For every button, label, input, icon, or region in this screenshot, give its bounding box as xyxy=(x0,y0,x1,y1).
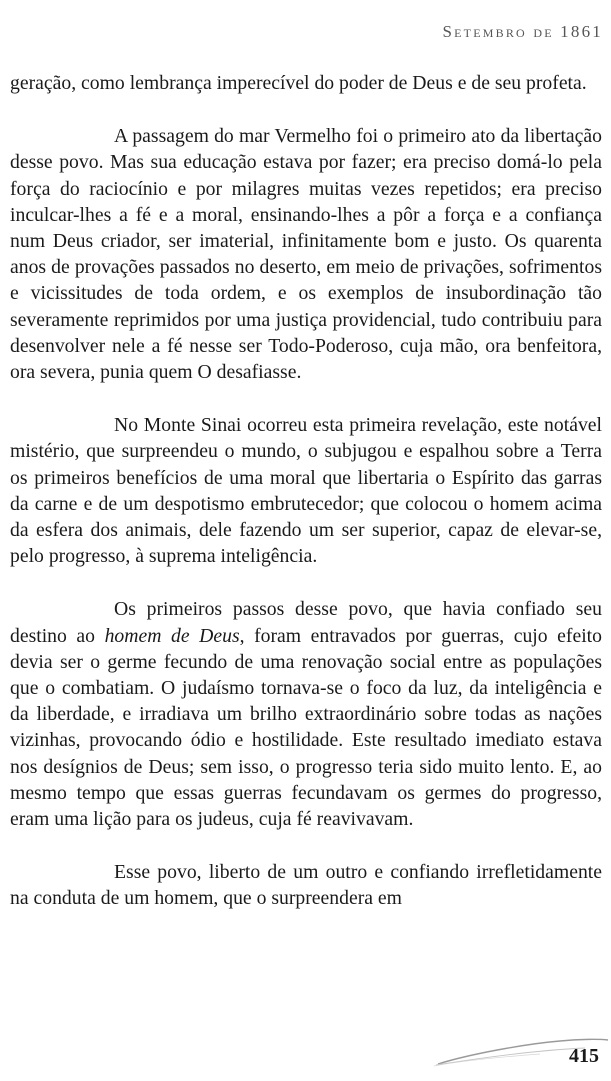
paragraph-2: A passagem do mar Vermelho foi o primeiro ato da libertação desse povo. Mas sua educação estava por fazer; era preciso domá-lo pela força do raciocínio e por milagres muitas vezes repetidos; era preciso inculcar-lhes a fé e a moral, ensinando-lhes a pôr a força e a confiança num Deus criador, ser imaterial, infinitamente bom e justo. Os quarenta anos de provações passados no deserto, em meio de privações, sofrimentos e vicissitudes de toda ordem, e os exemplos de insubordinação tão severamente reprimidos por uma justiça providencial, tudo contribuiu para desenvolver nele a fé nesse ser Todo-Poderoso, cuja mão, ora benfeitora, ora severa, punia quem O desafiasse. xyxy=(10,125,602,384)
paragraph-4-text-end: , foram entravados por guerras, cujo efeito devia ser o germe fecundo de uma renovação social entre as populações que o combatiam. O judaísmo tornava-se o foco da luz, da inteligência e da liberdade, e irradiava um brilho extraordinário sobre todas as nações vizinhas, provocando ódio e hostilidade. Este resultado imediato estava nos desígnios de Deus; sem isso, o progresso teria sido muito lento. E, ao mesmo tempo que essas guerras fecundavam os germes do progresso, eram uma lição para os judeus, cuja fé reavivavam. xyxy=(10,624,602,831)
paragraph-4-text-start: Os primeiros passos desse povo, que havia confiado seu destino ao xyxy=(10,598,602,647)
paragraph-5: Esse povo, liberto de um outro e confiando irrefletidamente na conduta de um homem, que o surpreendera em xyxy=(10,861,602,910)
paragraph-3: No Monte Sinai ocorreu esta primeira revelação, este notável mistério, que surpreendeu o mundo, o subjugou e espalhou sobre a Terra os primeiros benefícios de uma moral que libertaria o Espírito das garras da carne e de um despotismo embrutecedor; que colocou o homem acima da esfera dos animais, dele fazendo um ser superior, capaz de elevar-se, pelo progresso, à suprema inteligência. xyxy=(10,414,602,568)
page-body xyxy=(10,70,602,912)
italic-phrase: homem de Deus xyxy=(104,624,240,647)
running-header: Setembro de 1861 xyxy=(442,22,603,41)
page-footer xyxy=(0,1028,611,1078)
page-number: 415 xyxy=(569,1045,599,1067)
swoosh-ornament-icon xyxy=(0,1028,611,1078)
paragraph-1: geração, como lembrança imperecível do poder de Deus e de seu profeta. xyxy=(10,72,587,94)
paragraph-4 xyxy=(10,596,602,832)
